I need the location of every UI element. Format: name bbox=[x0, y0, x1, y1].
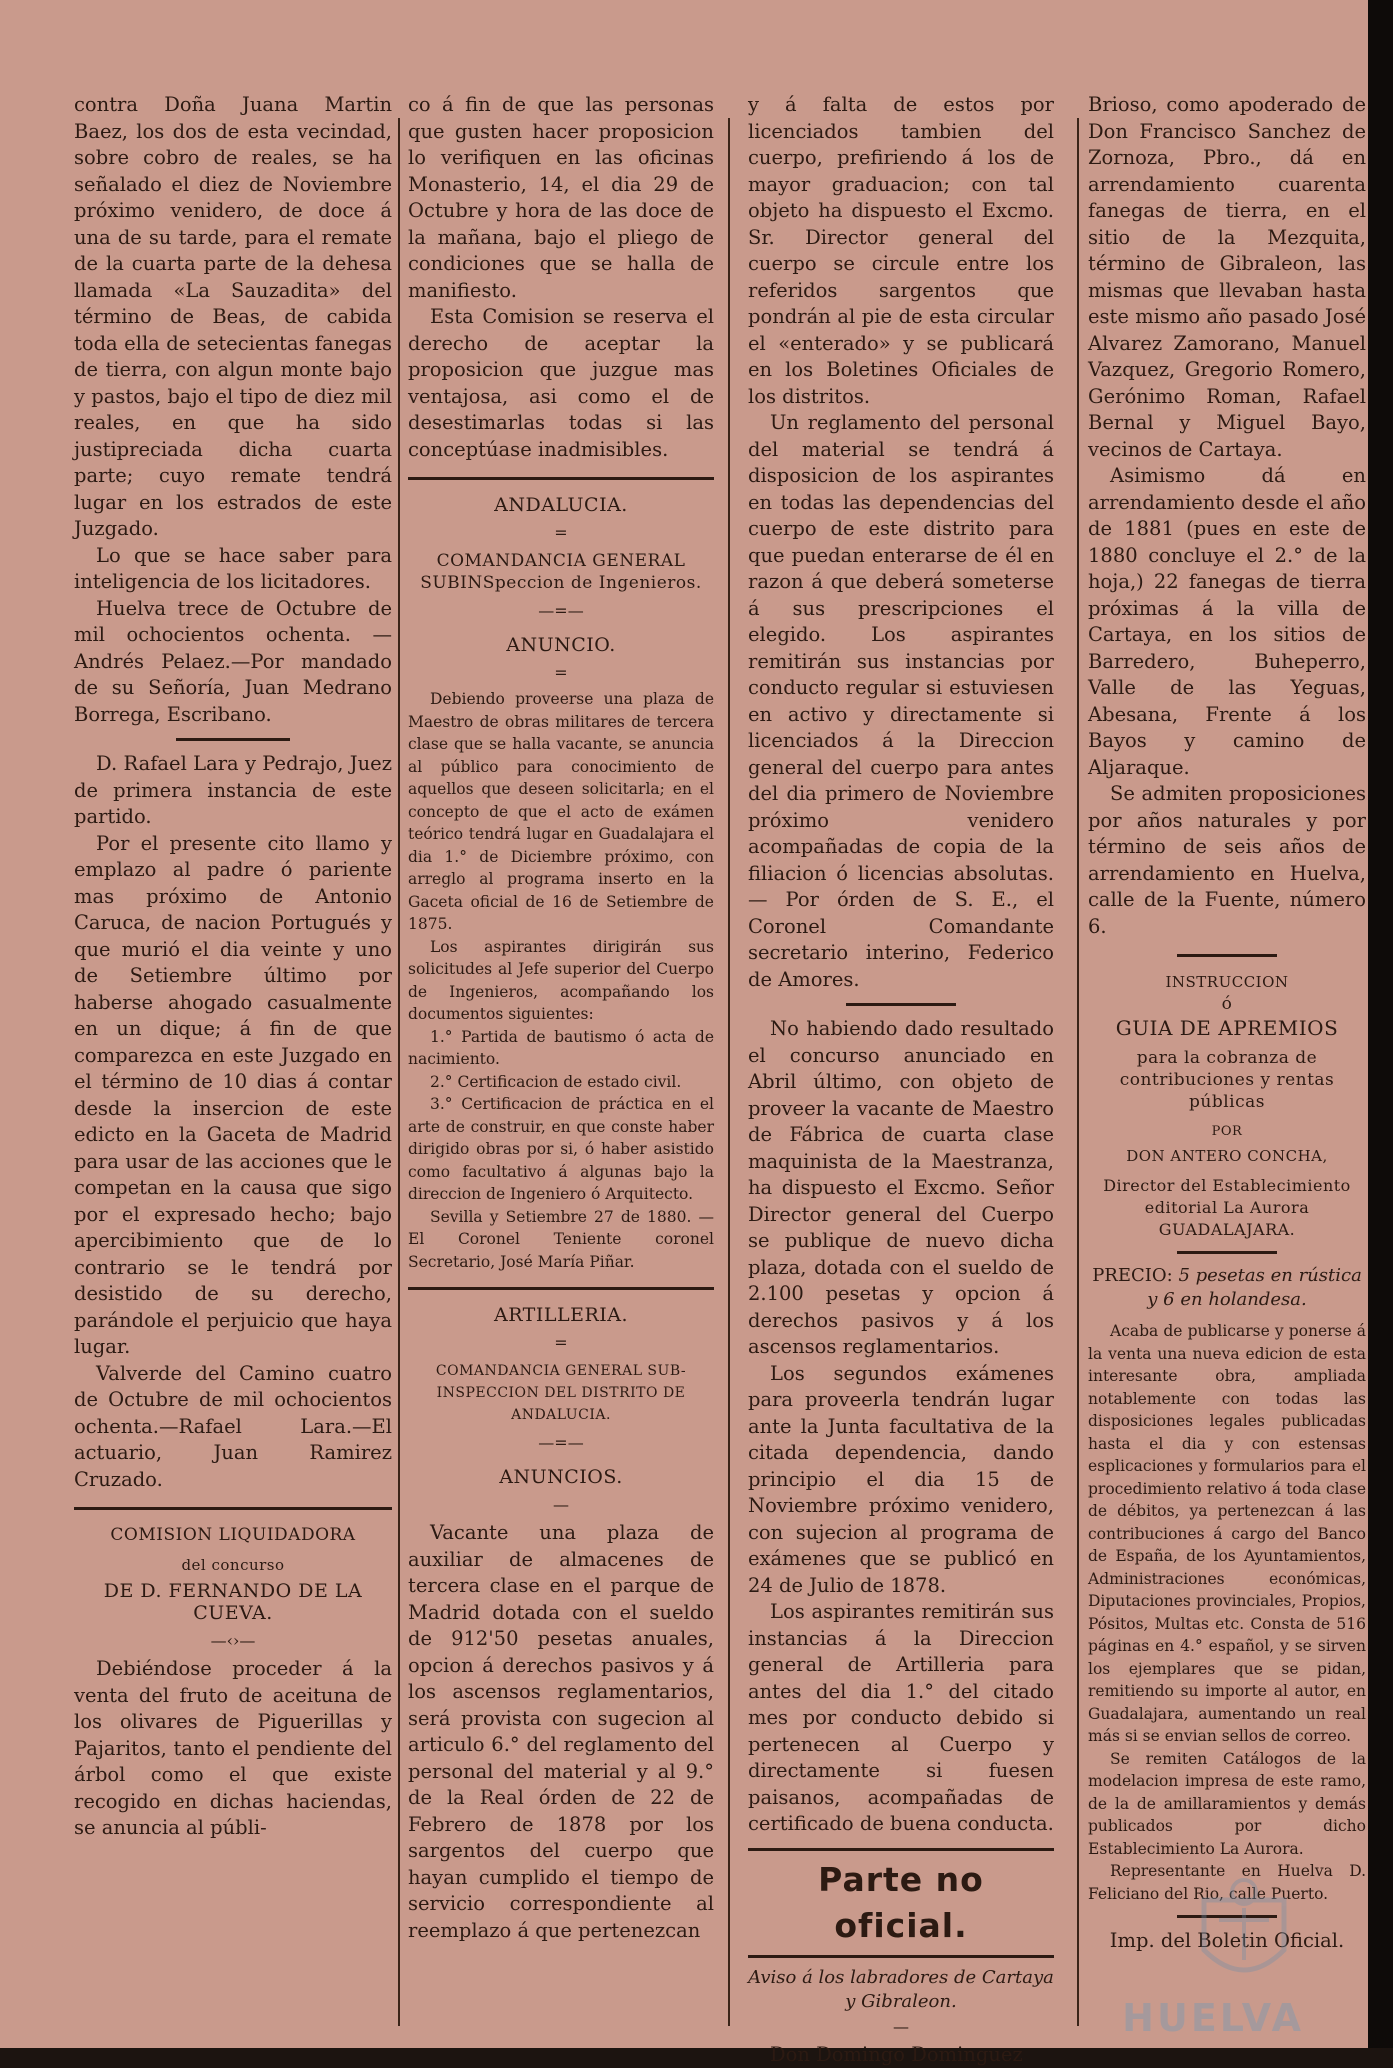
text-paragraph: Acaba de publicarse y ponerse á la venta una nueva edicion de esta interesante obra, ampliada notablemente con todas las disposiciones legales publicadas hasta el dia y con estensas esplicaciones y formularios para el procedimiento relativo á toda clase de débitos, ya pertenezcan á las contribuciones á cargo del Banco de España, de los Ayuntamientos, Administraciones económicas, Diputaciones provinciales, Propios, Pósitos, Multas etc. Consta de 516 páginas en 4.° español, y se sirven los ejemplares que se pidan, remitiendo su importe al autor, en Guadalajara, aumentando un real más si se envian sellos de correo. bbox=[1088, 1320, 1366, 1748]
publisher-line: Director del Establecimiento editorial La Aurora GUADALAJARA. bbox=[1088, 1175, 1366, 1241]
text-paragraph: Asimismo dá en arrendamiento desde el año de 1881 (pues en este de 1880 concluye el 2.° de la hoja,) 22 fanegas de tierra próximas á la villa de Cartaya, en los sitios de Barredero, Buheperro, Valle de las Yeguas, Abesana, Frente á los Bayos y camino de Aljaraque. bbox=[1088, 463, 1366, 781]
notice-title: Aviso á los labradores de Cartaya y Gibraleon. bbox=[748, 1966, 1054, 2014]
text-paragraph: Vacante una plaza de auxiliar de almacenes de tercera clase en el parque de Madrid dotada con el sueldo de 912'50 pesetas anuales, opcion á derechos pasivos y á los ascensos reglamentarios, será provista con sugecion al articulo 6.° del reglamento del personal del material y al 9.° de la Real órden de 22 de Febrero de 1878 por los sargentos del cuerpo que hayan cumplido el tiempo de servicio correspondiente al reemplazo á que pertenezcan bbox=[408, 1520, 714, 1944]
archive-watermark: HUELVA bbox=[1122, 1996, 1304, 2040]
ornament: = bbox=[408, 524, 714, 542]
text-paragraph: Se remiten Catálogos de la modelacion impresa de este ramo, de la de amillaramientos y demás publicados por dicho Establecimiento La Aurora. bbox=[1088, 1748, 1366, 1861]
section-heading: INSTRUCCION bbox=[1088, 971, 1366, 993]
text-paragraph: 3.° Certificacion de práctica en el arte de construir, en que conste haber dirigido obras por si, ó haber asistido como facultativo á algunas bajo la direccion de Ingeniero ó Arquitecto. bbox=[408, 1093, 714, 1206]
ornament: —‹›— bbox=[74, 1632, 392, 1650]
imprint-line: Imp. del Boletin Oficial. bbox=[1088, 1928, 1366, 1955]
text-paragraph: 2.° Certificacion de estado civil. bbox=[408, 1071, 714, 1094]
text-paragraph: Los segundos exámenes para proveerla tendrán lugar ante la Junta facultativa de la citada dependencia, dando principio el dia 15 de Noviembre próximo venidero, con sujecion al programa de exámenes que se publicó en 24 de Julio de 1878. bbox=[748, 1361, 1054, 1600]
scan-edge bbox=[1368, 0, 1393, 2048]
text-paragraph: 1.° Partida de bautismo ó acta de nacimiento. bbox=[408, 1026, 714, 1071]
ornament: —=— bbox=[408, 602, 714, 620]
text-paragraph: Representante en Huelva D. Feliciano del Rio, calle Puerto. bbox=[1088, 1860, 1366, 1905]
text-paragraph: Debiéndose proceder á la venta del fruto de aceituna de los olivares de Piguerillas y Pajaritos, tanto el pendiente del árbol como el que existe recogido en dichas haciendas, se anuncia al públi- bbox=[74, 1656, 392, 1842]
coat-of-arms-watermark-icon bbox=[1174, 1870, 1314, 2000]
author-name: DON ANTERO CONCHA, bbox=[1088, 1145, 1366, 1167]
text-paragraph: Sevilla y Setiembre 27 de 1880. —El Coronel Teniente coronel Secretario, José María Piñar. bbox=[408, 1206, 714, 1274]
section-subheading: del concurso bbox=[74, 1554, 392, 1576]
section-heading: COMISION LIQUIDADORA bbox=[74, 1524, 392, 1546]
section-subheading: para la cobranza de contribuciones y rentas públicas bbox=[1088, 1047, 1366, 1113]
column-rule bbox=[1077, 118, 1079, 2026]
text-paragraph: co á fin de que las personas que gusten hacer proposicion lo verifiquen en las oficinas Monasterio, 14, el dia 29 de Octubre y hora de las doce de la mañana, bajo el pliego de condiciones que se halla de manifiesto. bbox=[408, 92, 714, 304]
section-rule bbox=[408, 477, 714, 480]
section-subheading: POR bbox=[1088, 1121, 1366, 1143]
section-rule bbox=[1177, 954, 1277, 957]
text-paragraph: Debiendo proveerse una plaza de Maestro de obras militares de tercera clase que se halla vacante, se anuncia al público para conocimiento de aquellos que deseen solicitarla; en el concepto de que el acto de exámen teórico tendrá lugar en Guadalajara el dia 1.° de Diciembre próximo, con arreglo al programa inserto en la Gaceta oficial de 16 de Setiembre de 1875. bbox=[408, 688, 714, 936]
section-rule bbox=[748, 1955, 1054, 1958]
ornament: —=— bbox=[408, 1434, 714, 1452]
section-heading: DE D. FERNANDO DE LA CUEVA. bbox=[74, 1580, 392, 1624]
text-paragraph: D. Rafael Lara y Pedrajo, Juez de primera instancia de este partido. bbox=[74, 751, 392, 831]
section-heading: COMANDANCIA GENERAL SUB-INSPECCION DEL DISTRITO DE ANDALUCIA. bbox=[408, 1360, 714, 1426]
text-paragraph: Don Domingo Dominguez bbox=[748, 2042, 1054, 2068]
text-paragraph: Por el presente cito llamo y emplazo al padre ó pariente mas próximo de Antonio Caruca, de nacion Portugués y que murió el dia veinte y uno de Setiembre último por haberse ahogado casualmente en un dique; á fin de que comparezca en este Juzgado en el término de 10 dias á contar desde la insercion de este edicto en la Gaceta de Madrid para usar de las acciones que le competan en la causa que sigo por el expresado hecho; bajo apercibimiento que de lo contrario se le tendrá por desistido de su derecho, parándole el perjuicio que haya lugar. bbox=[74, 831, 392, 1361]
text-paragraph: Se admiten proposiciones por años naturales y por término de seis años de arrendamiento en Huelva, calle de la Fuente, número 6. bbox=[1088, 781, 1366, 940]
text-paragraph: Los aspirantes dirigirán sus solicitudes al Jefe superior del Cuerpo de Ingenieros, acompañando los documentos siguientes: bbox=[408, 936, 714, 1026]
ornament: = bbox=[408, 1334, 714, 1352]
text-paragraph: Los aspirantes remitirán sus instancias á la Direccion general de Artilleria para antes del dia 1.° del citado mes por conducto debido si pertenecen al Cuerpo y directamente si fuesen paisanos, acompañadas de certificado de buena conducta. bbox=[748, 1599, 1054, 1838]
column-rule bbox=[728, 118, 730, 2026]
text-paragraph: y á falta de estos por licenciados tambien del cuerpo, prefiriendo á los de mayor graduacion; con tal objeto ha dispuesto el Excmo. Sr. Director general del cuerpo se circule entre los referidos sargentos que pondrán al pie de esta circular el «enterado» y se publicará en los Boletines Oficiales de los distritos. bbox=[748, 92, 1054, 410]
text-paragraph: Un reglamento del personal del material se tendrá á disposicion de los aspirantes en todas las dependencias del cuerpo de este distrito para que puedan enterarse de él en razon á que deberá someterse á sus prescripciones el elegido. Los aspirantes remitirán sus instancias por conducto regular si estuviesen en activo y directamente si licenciados á la Direccion general del cuerpo para antes del dia primero de Noviembre próximo venidero acompañadas de copia de la filiacion ó licencias absolutas.— Por órden de S. E., el Coronel Comandante secretario interino, Federico de Amores. bbox=[748, 410, 1054, 993]
price-line bbox=[1088, 1264, 1366, 1312]
section-heading: ANUNCIOS. bbox=[408, 1466, 714, 1488]
ornament: — bbox=[748, 2018, 1054, 2036]
section-rule bbox=[748, 1848, 1054, 1851]
section-rule bbox=[176, 738, 290, 741]
text-paragraph: No habiendo dado resultado el concurso anunciado en Abril último, con objeto de proveer la vacante de Maestro de Fábrica de cuarta clase maquinista de la Maestranza, ha dispuesto el Excmo. Señor Director general del Cuerpo se publique de nuevo dicha plaza, dotada con el sueldo de 2.100 pesetas y opcion á derechos pasivos y á los ascensos reglamentarios. bbox=[748, 1016, 1054, 1361]
price-value: 5 pesetas en rústica y 6 en holandesa. bbox=[1147, 1265, 1362, 1310]
section-rule bbox=[408, 1287, 714, 1290]
section-heading: ó bbox=[1088, 993, 1366, 1015]
section-title: Parte no oficial. bbox=[748, 1857, 1054, 1949]
ornament: = bbox=[408, 664, 714, 682]
section-rule bbox=[1177, 1251, 1277, 1254]
text-paragraph: Lo que se hace saber para inteligencia de los licitadores. bbox=[74, 543, 392, 596]
column-4 bbox=[1088, 92, 1366, 2028]
section-heading: ANUNCIO. bbox=[408, 634, 714, 656]
text-paragraph: contra Doña Juana Martin Baez, los dos de esta vecindad, sobre cobro de reales, se ha señalado el diez de Noviembre próximo venidero, de doce á una de su tarde, para el remate de la cuarta parte de la dehesa llamada «La Sauzadita» del término de Beas, de cabida toda ella de setecientas fanegas de tierra, con algun monte bajo y pastos, bajo el tipo de diez mil reales, en que ha sido justipreciada dicha cuarta parte; cuyo remate tendrá lugar en los estrados de este Juzgado. bbox=[74, 92, 392, 543]
text-paragraph: Esta Comision se reserva el derecho de aceptar la proposicion que juzgue mas ventajosa, asi como el de desestimarlas todas si las conceptúase inadmisibles. bbox=[408, 304, 714, 463]
section-heading: COMANDANCIA GENERAL SUBINSpeccion de Ingenieros. bbox=[408, 550, 714, 594]
ornament: — bbox=[408, 1496, 714, 1514]
column-rule bbox=[398, 118, 400, 2026]
section-rule bbox=[74, 1507, 392, 1510]
text-paragraph: Huelva trece de Octubre de mil ochocientos ochenta. —Andrés Pelaez.—Por mandado de su Señoría, Juan Medrano Borrega, Escribano. bbox=[74, 596, 392, 729]
section-rule bbox=[846, 1003, 956, 1006]
column-1 bbox=[74, 92, 392, 2028]
column-3 bbox=[748, 92, 1054, 2028]
text-paragraph: Brioso, como apoderado de Don Francisco Sanchez de Zornoza, Pbro., dá en arrendamiento cuarenta fanegas de tierra, en el sitio de la Mezquita, término de Gibraleon, las mismas que llevaban hasta este mismo año pasado José Alvarez Zamorano, Manuel Vazquez, Gregorio Romero, Gerónimo Roman, Rafael Bernal y Miguel Bayo, vecinos de Cartaya. bbox=[1088, 92, 1366, 463]
text-paragraph: Valverde del Camino cuatro de Octubre de mil ochocientos ochenta.—Rafael Lara.—El actuario, Juan Ramirez Cruzado. bbox=[74, 1361, 392, 1494]
section-heading: ARTILLERIA. bbox=[408, 1304, 714, 1326]
price-label: PRECIO: bbox=[1092, 1265, 1173, 1286]
section-heading: ANDALUCIA. bbox=[408, 494, 714, 516]
column-2 bbox=[408, 92, 714, 2028]
section-heading: GUIA DE APREMIOS bbox=[1088, 1017, 1366, 1039]
